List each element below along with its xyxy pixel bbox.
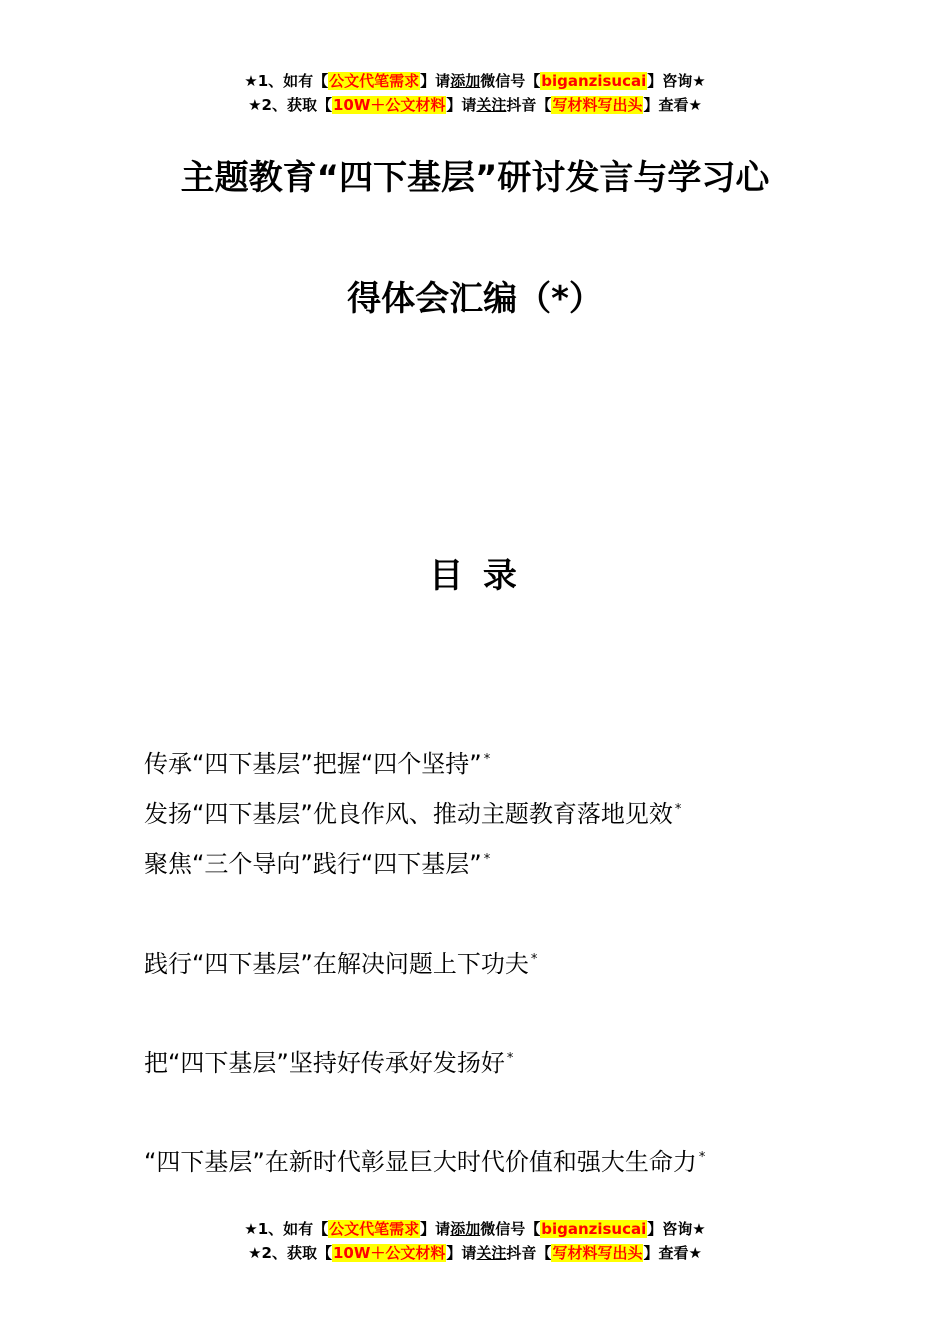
toc-item-text: 践行“四下基层”在解决问题上下功夫 (144, 950, 529, 978)
toc-item (144, 744, 490, 779)
banner-text: 】请 (420, 72, 451, 90)
banner-line-2 (0, 1241, 950, 1265)
banner-text: 】查看★ (643, 96, 702, 114)
toc-item (144, 944, 537, 979)
banner-highlight: 公文代笔需求 (329, 1220, 420, 1238)
banner-underline: 添加 (450, 72, 481, 90)
banner-highlight-wechat: biganzisucai (541, 1220, 647, 1238)
toc-item-text: 聚焦“三个导向”践行“四下基层” (144, 850, 482, 878)
toc-item (144, 1043, 513, 1078)
footer-banner (0, 1217, 950, 1265)
banner-underline: 关注 (476, 1244, 507, 1262)
banner-text: 抖音【 (506, 1244, 552, 1262)
toc-item-text: 传承“四下基层”把握“四个坚持” (144, 750, 482, 778)
banner-line-1 (0, 1217, 950, 1241)
banner-text: 微信号【 (480, 72, 541, 90)
banner-highlight: 10W＋公文材料 (332, 96, 446, 114)
toc-item-mark: * (506, 1051, 514, 1066)
toc-item-text: 把“四下基层”坚持好传承好发扬好 (144, 1049, 505, 1077)
toc-item-text: 发扬“四下基层”优良作风、推动主题教育落地见效 (144, 800, 673, 828)
banner-highlight: 公文代笔需求 (329, 72, 420, 90)
toc-item-mark: * (483, 752, 491, 767)
banner-text: 】请 (420, 1220, 451, 1238)
banner-underline: 关注 (476, 96, 507, 114)
banner-text: 微信号【 (480, 1220, 541, 1238)
toc-item-mark: * (674, 802, 682, 817)
banner-text: 】咨询★ (647, 1220, 706, 1238)
toc-item-mark: * (530, 952, 538, 967)
document-title-line-1: 主题教育“四下基层”研讨发言与学习心 (180, 158, 770, 198)
toc-item-text: “四下基层”在新时代彰显巨大时代价值和强大生命力 (144, 1148, 697, 1176)
banner-highlight-douyin: 写材料写出头 (552, 1244, 643, 1262)
banner-text: 】请 (446, 1244, 477, 1262)
banner-text: ★2、获取【 (248, 1244, 332, 1262)
banner-text: 】咨询★ (647, 72, 706, 90)
banner-line-1 (0, 69, 950, 93)
banner-text: ★1、如有【 (244, 1220, 329, 1238)
toc-item (144, 1142, 705, 1177)
toc-item (144, 794, 681, 829)
banner-text: ★1、如有【 (244, 72, 329, 90)
banner-highlight-wechat: biganzisucai (541, 72, 647, 90)
header-banner (0, 69, 950, 117)
banner-text: 】查看★ (643, 1244, 702, 1262)
banner-line-2 (0, 93, 950, 117)
banner-text: 抖音【 (506, 96, 552, 114)
toc-item-mark: * (483, 852, 491, 867)
banner-underline: 添加 (450, 1220, 481, 1238)
banner-text: ★2、获取【 (248, 96, 332, 114)
toc-item (144, 844, 490, 879)
toc-item-mark: * (698, 1150, 706, 1165)
banner-text: 】请 (446, 96, 477, 114)
banner-highlight: 10W＋公文材料 (332, 1244, 446, 1262)
toc-heading: 目 录 (429, 556, 521, 596)
banner-highlight-douyin: 写材料写出头 (552, 96, 643, 114)
document-title-line-2: 得体会汇编（*） (347, 279, 603, 319)
